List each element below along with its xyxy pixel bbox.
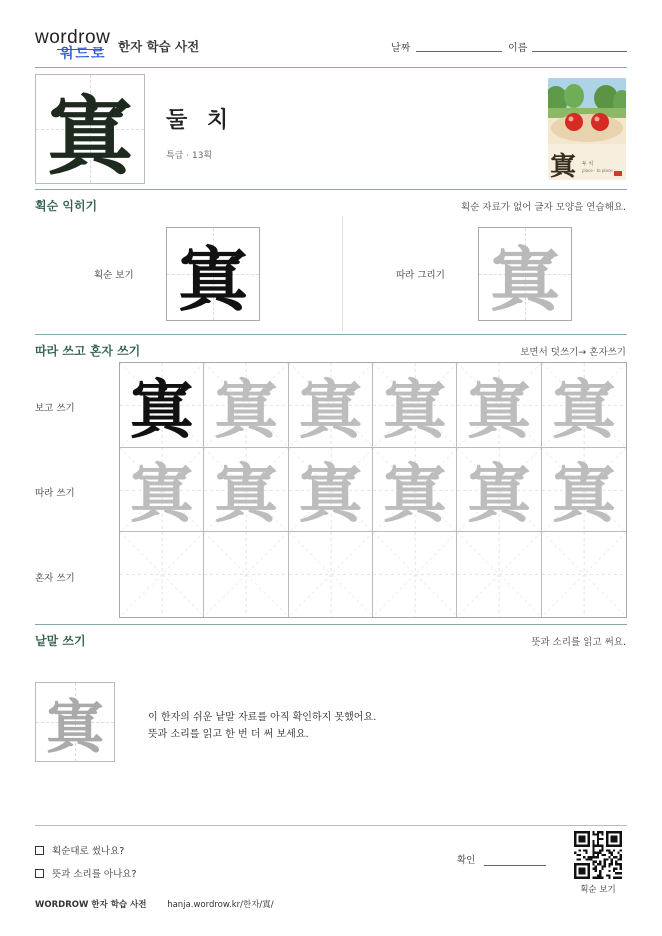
row-label-solo: 혼자 쓰기 bbox=[35, 573, 75, 584]
wordrow-logo: wordrow bbox=[35, 27, 111, 48]
practice-cell-look[interactable] bbox=[289, 363, 373, 448]
section-rule bbox=[35, 624, 627, 625]
footer-brand: WORDROW 한자 학습 사전 bbox=[35, 900, 147, 910]
checklist-label: 획순대로 썼나요? bbox=[52, 846, 125, 857]
footer-url[interactable]: hanja.wordrow.kr/한자/寘/ bbox=[167, 900, 274, 910]
illustration-reading: 두 치 bbox=[582, 161, 594, 167]
practice-character: 寘 bbox=[298, 372, 363, 448]
confirm-signature-field[interactable] bbox=[484, 865, 546, 866]
practice-cell-look[interactable] bbox=[373, 363, 457, 448]
practice-character: 寘 bbox=[551, 372, 616, 448]
confirm-label: 확인 bbox=[457, 855, 476, 866]
practice-character: 寘 bbox=[551, 457, 616, 533]
row-label-trace: 따라 쓰기 bbox=[35, 488, 75, 499]
practice-cell-look[interactable] bbox=[120, 363, 204, 448]
section-rule bbox=[35, 334, 627, 335]
checklist-item-stroke-order[interactable] bbox=[35, 843, 124, 857]
practice-character: 寘 bbox=[213, 372, 278, 448]
app-title: 한자 학습 사전 bbox=[118, 39, 200, 54]
name-field[interactable] bbox=[532, 51, 627, 52]
practice-cell-trace[interactable] bbox=[542, 448, 626, 533]
checkbox[interactable] bbox=[35, 869, 44, 878]
practice-cell-trace[interactable] bbox=[289, 448, 373, 533]
qr-code[interactable] bbox=[574, 831, 622, 879]
practice-section-note: 보면서 덧쓰기→ 혼자쓰기 bbox=[520, 347, 626, 358]
practice-cell-solo[interactable] bbox=[120, 532, 204, 617]
practice-cell-solo[interactable] bbox=[289, 532, 373, 617]
practice-cell-look[interactable] bbox=[542, 363, 626, 448]
practice-cell-solo[interactable] bbox=[457, 532, 541, 617]
illustration-caption: place · to place bbox=[582, 168, 613, 173]
hero-reading: 둘 치 bbox=[166, 108, 235, 133]
date-field[interactable] bbox=[416, 51, 502, 52]
vocab-message-2: 뜻과 소리를 읽고 한 번 더 써 보세요. bbox=[148, 729, 309, 740]
practice-cell-solo[interactable] bbox=[373, 532, 457, 617]
practice-cell-trace[interactable] bbox=[457, 448, 541, 533]
row-label-look: 보고 쓰기 bbox=[35, 403, 75, 414]
checklist-item-meaning[interactable] bbox=[35, 866, 137, 880]
practice-character: 寘 bbox=[466, 372, 531, 448]
practice-grid bbox=[119, 362, 627, 618]
practice-cell-solo[interactable] bbox=[542, 532, 626, 617]
wordrow-logo-korean: 워드로 bbox=[60, 46, 107, 62]
checklist-label: 뜻과 소리를 아나요? bbox=[52, 869, 137, 880]
practice-character: 寘 bbox=[382, 372, 447, 448]
practice-cell-solo[interactable] bbox=[204, 532, 288, 617]
name-label: 이름 bbox=[508, 43, 528, 54]
practice-character: 寘 bbox=[129, 457, 194, 533]
stroke-view-label: 획순 보기 bbox=[94, 270, 134, 281]
stroke-divider bbox=[342, 216, 343, 330]
checkbox[interactable] bbox=[35, 846, 44, 855]
stroke-view-character: 寘 bbox=[178, 237, 248, 321]
stroke-trace-character: 寘 bbox=[490, 237, 560, 321]
hero-character-box bbox=[35, 74, 145, 187]
practice-character: 寘 bbox=[298, 457, 363, 533]
hero-meta: 특급 · 13획 bbox=[166, 151, 213, 161]
practice-character: 寘 bbox=[382, 457, 447, 533]
practice-cell-trace[interactable] bbox=[204, 448, 288, 533]
practice-cell-look[interactable] bbox=[457, 363, 541, 448]
date-label: 날짜 bbox=[391, 43, 411, 54]
practice-character: 寘 bbox=[129, 372, 194, 448]
vocab-character-box bbox=[35, 682, 115, 762]
stroke-section-title: 획순 익히기 bbox=[35, 199, 98, 213]
stroke-trace-box[interactable] bbox=[478, 227, 572, 321]
practice-cell-trace[interactable] bbox=[120, 448, 204, 533]
vocab-section-note: 뜻과 소리를 읽고 써요. bbox=[531, 637, 626, 648]
hero-character: 寘 bbox=[47, 86, 133, 187]
stroke-view-box bbox=[166, 227, 260, 321]
practice-cell-trace[interactable] bbox=[373, 448, 457, 533]
illustration-image bbox=[548, 78, 626, 180]
footer-credit bbox=[35, 898, 274, 910]
vocab-message-1: 이 한자의 쉬운 낱말 자료를 아직 확인하지 못했어요. bbox=[148, 712, 377, 723]
qr-caption: 획순 보기 bbox=[580, 885, 616, 895]
footer-rule bbox=[35, 825, 627, 826]
practice-character: 寘 bbox=[213, 457, 278, 533]
vocab-character: 寘 bbox=[45, 693, 104, 761]
vocab-section-title: 낱말 쓰기 bbox=[35, 634, 86, 648]
section-rule bbox=[35, 189, 627, 190]
practice-section-title: 따라 쓰고 혼자 쓰기 bbox=[35, 344, 141, 358]
stroke-trace-label: 따라 그리기 bbox=[396, 270, 445, 281]
stroke-section-note: 획순 자료가 없어 글자 모양을 연습해요. bbox=[461, 202, 626, 213]
practice-character: 寘 bbox=[466, 457, 531, 533]
illustration-character: 寘 bbox=[550, 152, 577, 180]
practice-cell-look[interactable] bbox=[204, 363, 288, 448]
